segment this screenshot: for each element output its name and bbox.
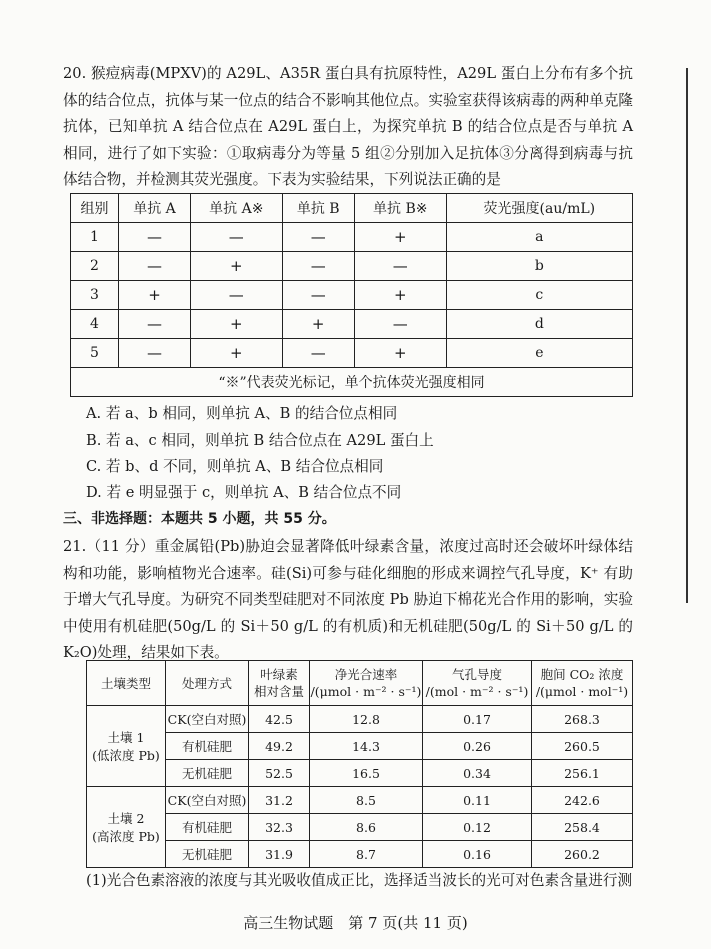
table-cell: 32.3 [249,814,310,841]
table-cell: 无机硅肥 [166,841,249,868]
table-cell: 有机硅肥 [166,814,249,841]
table-row [87,733,633,760]
table-cell: — [118,310,190,339]
table-cell: 3 [71,281,119,310]
table-cell: + [191,310,282,339]
header-line: 胞间 CO₂ 浓度 [540,667,624,682]
table-cell: — [118,252,190,281]
table-cell: 52.5 [249,760,310,787]
table-row [71,252,633,281]
col-header [423,661,532,706]
col-header: 单抗 A※ [191,194,282,223]
soil-type-cell [87,706,166,787]
table-cell: + [282,310,354,339]
col-header: 荧光强度(au/mL) [446,194,632,223]
table-header-row [87,661,633,706]
col-header [532,661,633,706]
table-cell: 31.9 [249,841,310,868]
table-cell: 无机硅肥 [166,760,249,787]
table-cell: 258.4 [532,814,633,841]
table-cell: — [282,339,354,368]
page-footer: 高三生物试题 第 7 页(共 11 页) [243,914,468,932]
table-cell: 0.34 [423,760,532,787]
table-cell: 14.3 [310,733,423,760]
table-row [71,223,633,252]
col-header: 单抗 A [118,194,190,223]
table-cell: + [354,339,446,368]
table-cell: — [118,223,190,252]
header-line: 净光合速率 [334,667,398,682]
question-21-stem: 21.（11 分）重金属铅(Pb)胁迫会显著降低叶绿素含量，浓度过高时还会破坏叶绿体结构和功能，影响植物光合速率。硅(Si)可参与硅化细胞的形成来调控气孔导度，K⁺ 有助于增大气孔导度。为研究不同类型硅肥对不同浓度 Pb 胁迫下棉花光合作用的影响，实验中使用有机硅肥(50g/L 的 Si＋50 g/L 的有机质)和无机硅肥(50g/L 的 Si＋50 g/L 的 K₂O)处理，结果如下表。 [63,538,633,661]
table-cell: 0.26 [423,733,532,760]
table-row [71,339,633,368]
header-line: 相对含量 [253,684,304,699]
table-cell: + [191,339,282,368]
option-c: C. 若 b、d 不同，则单抗 A、B 结合位点相同 [86,458,384,475]
table-cell: 0.12 [423,814,532,841]
table-cell: — [354,310,446,339]
table-cell: CK(空白对照) [166,706,249,733]
table-cell: CK(空白对照) [166,787,249,814]
question-20-stem: 20. 猴痘病毒(MPXV)的 A29L、A35R 蛋白具有抗原特性，A29L 蛋白上分布有多个抗体的结合位点，抗体与某一位点的结合不影响其他位点。实验室获得该病毒的两种单克隆抗体，已知单抗 A 结合位点在 A29L 蛋白上，为探究单抗 B 的结合位点是否与单抗 A 相同，进行了如下实验：①取病毒分为等量 5 组②分别加入足抗体③分离得到病毒与抗体结合物，并检测其荧光强度。下表为实验结果，下列说法正确的是 [63,65,633,188]
table-cell: d [446,310,632,339]
table-row [71,310,633,339]
table-cell: 260.2 [532,841,633,868]
margin-line [686,68,688,603]
col-header: 单抗 B [282,194,354,223]
option-d: D. 若 e 明显强于 c，则单抗 A、B 结合位点不同 [86,484,402,501]
table-cell: + [354,281,446,310]
table-cell: 0.16 [423,841,532,868]
table-row [87,760,633,787]
col-header [249,661,310,706]
table-cell: 16.5 [310,760,423,787]
table-cell: 5 [71,339,119,368]
table-note-row [71,368,633,397]
header-line: /(μmol · m⁻² · s⁻¹) [310,684,422,699]
table-cell: 260.5 [532,733,633,760]
header-line: /(μmol · mol⁻¹) [535,684,629,699]
table-cell: 8.5 [310,787,423,814]
col-header: 土壤类型 [87,661,166,706]
table-note: “※”代表荧光标记，单个抗体荧光强度相同 [71,368,633,397]
table-cell: — [354,252,446,281]
table-cell: 31.2 [249,787,310,814]
col-header: 处理方式 [166,661,249,706]
table-cell: 49.2 [249,733,310,760]
table-cell: — [118,339,190,368]
question-21-table [86,660,633,868]
table-row [87,841,633,868]
table-cell: 8.7 [310,841,423,868]
col-header: 组别 [71,194,119,223]
table-cell: 256.1 [532,760,633,787]
section-heading: 三、非选择题：本题共 5 小题，共 55 分。 [63,511,336,527]
table-cell: + [354,223,446,252]
table-cell: c [446,281,632,310]
table-cell: 2 [71,252,119,281]
table-row [87,814,633,841]
soil-type-cell [87,787,166,868]
table-cell: — [191,223,282,252]
table-cell: 42.5 [249,706,310,733]
soil-line: 土壤 2 [107,811,145,826]
header-line: /(mol · m⁻² · s⁻¹) [425,684,529,699]
option-a: A. 若 a、b 相同，则单抗 A、B 的结合位点相同 [86,405,398,422]
table-header-row [71,194,633,223]
table-cell: — [282,281,354,310]
col-header: 单抗 B※ [354,194,446,223]
soil-line: 土壤 1 [107,730,145,745]
soil-line: (高浓度 Pb) [92,829,160,844]
table-cell: + [191,252,282,281]
table-cell: e [446,339,632,368]
table-cell: 4 [71,310,119,339]
question-21-part-1: (1)光合色素溶液的浓度与其光吸收值成正比，选择适当波长的光可对色素含量进行测 [86,872,633,889]
question-20-table [70,193,633,397]
table-cell: 0.11 [423,787,532,814]
table-cell: — [282,252,354,281]
header-line: 叶绿素 [260,667,298,682]
soil-line: (低浓度 Pb) [92,748,160,763]
table-cell: 242.6 [532,787,633,814]
table-cell: + [118,281,190,310]
table-cell: b [446,252,632,281]
table-cell: 有机硅肥 [166,733,249,760]
table-cell: 12.8 [310,706,423,733]
header-line: 气孔导度 [451,667,502,682]
table-row [87,787,633,814]
table-cell: 8.6 [310,814,423,841]
table-row [87,706,633,733]
table-cell: — [191,281,282,310]
option-b: B. 若 a、c 相同，则单抗 B 结合位点在 A29L 蛋白上 [86,432,434,449]
table-cell: 1 [71,223,119,252]
col-header [310,661,423,706]
table-cell: — [282,223,354,252]
table-cell: a [446,223,632,252]
table-row [71,281,633,310]
table-cell: 268.3 [532,706,633,733]
table-cell: 0.17 [423,706,532,733]
